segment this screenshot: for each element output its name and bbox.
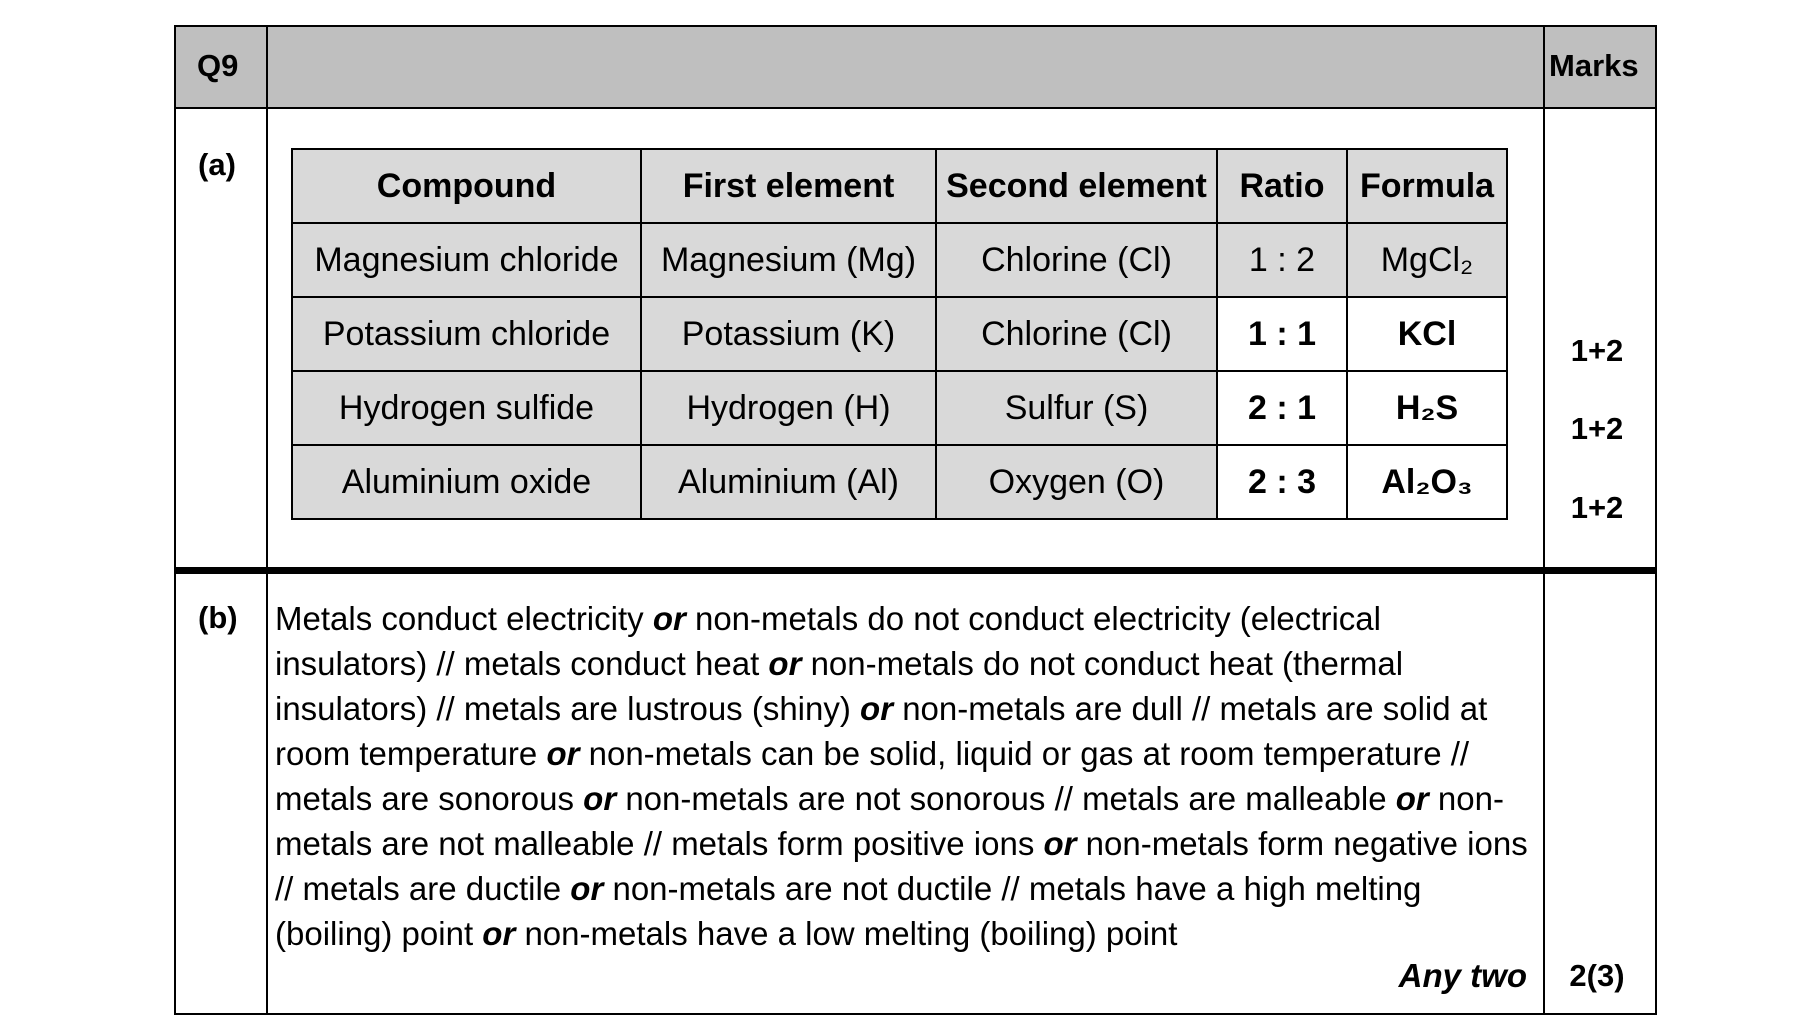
ratio-answer-cell: 1 : 1 [1217,297,1347,371]
answer-segment: non-metals can be solid, liquid or gas at room temperature // metals are sonorous [275,735,1470,817]
ratio-answer-cell: 2 : 1 [1217,371,1347,445]
header-divider [176,107,1655,109]
compound-table-header [292,149,1507,223]
part-divider [176,567,1655,574]
emphasis-or: or [1043,825,1077,862]
ratio-answer-cell: 2 : 3 [1217,445,1347,519]
emphasis-or: or [1395,780,1429,817]
answer-segment: non-metals have a low melting (boiling) point [515,915,1178,952]
first-element-cell: Hydrogen (H) [641,371,936,445]
first-element-cell: Magnesium (Mg) [641,223,936,297]
part-b-answer-text [275,596,1535,956]
emphasis-or: or [570,870,604,907]
marks-value: 2(3) [1569,958,1625,993]
emphasis-or: or [546,735,580,772]
second-element-cell: Chlorine (Cl) [936,297,1217,371]
part-b-label: (b) [198,600,238,635]
answer-segment: non-metals do not conduct heat (thermal insulators) // metals are lustrous (shiny) [275,645,1404,727]
second-element-cell: Sulfur (S) [936,371,1217,445]
any-two-note: Any two [1398,957,1527,994]
col-header: Second element [936,149,1217,223]
second-element-cell: Chlorine (Cl) [936,223,1217,297]
part-a-label: (a) [198,147,236,182]
second-element-cell: Oxygen (O) [936,445,1217,519]
first-element-cell: Potassium (K) [641,297,936,371]
marks-value: 1+2 [1570,411,1624,446]
question-number: Q9 [197,48,239,83]
compound-table [291,148,1508,520]
first-element-cell: Aluminium (Al) [641,445,936,519]
marks-header: Marks [1549,48,1639,83]
answer-segment: non-metals do not conduct electricity (electrical insulators) // metals conduct heat [275,600,1381,682]
col-header: Formula [1347,149,1507,223]
emphasis-or: or [768,645,802,682]
header-row-background [176,27,1655,107]
formula-answer-cell: KCl [1347,297,1507,371]
table-row [292,371,1507,445]
column-divider-label [266,27,268,1013]
answer-segment: non-metals are not malleable // metals form positive ions [275,780,1504,862]
table-row [292,297,1507,371]
marks-value: 1+2 [1570,490,1624,525]
emphasis-or: or [583,780,617,817]
answer-segment: Metals conduct electricity [275,600,653,637]
marks-value: 1+2 [1570,333,1624,368]
compound-cell: Aluminium oxide [292,445,641,519]
answer-segment: non-metals form negative ions // metals are ductile [275,825,1528,907]
answer-segment: non-metals are dull // metals are solid at room temperature [275,690,1488,772]
answer-segment: non-metals are not ductile // metals have a high melting (boiling) point [275,870,1422,952]
formula-answer-cell: Al₂O₃ [1347,445,1507,519]
emphasis-or: or [482,915,516,952]
compound-cell: Potassium chloride [292,297,641,371]
emphasis-or: or [652,600,686,637]
emphasis-or: or [860,690,894,727]
col-header: Ratio [1217,149,1347,223]
compound-cell: Hydrogen sulfide [292,371,641,445]
table-row [292,223,1507,297]
col-header: Compound [292,149,641,223]
answer-segment: non-metals are not sonorous // metals are malleable [616,780,1396,817]
col-header: First element [641,149,936,223]
table-row [292,445,1507,519]
formula-cell: MgCl₂ [1347,223,1507,297]
compound-cell: Magnesium chloride [292,223,641,297]
formula-answer-cell: H₂S [1347,371,1507,445]
ratio-cell: 1 : 2 [1217,223,1347,297]
